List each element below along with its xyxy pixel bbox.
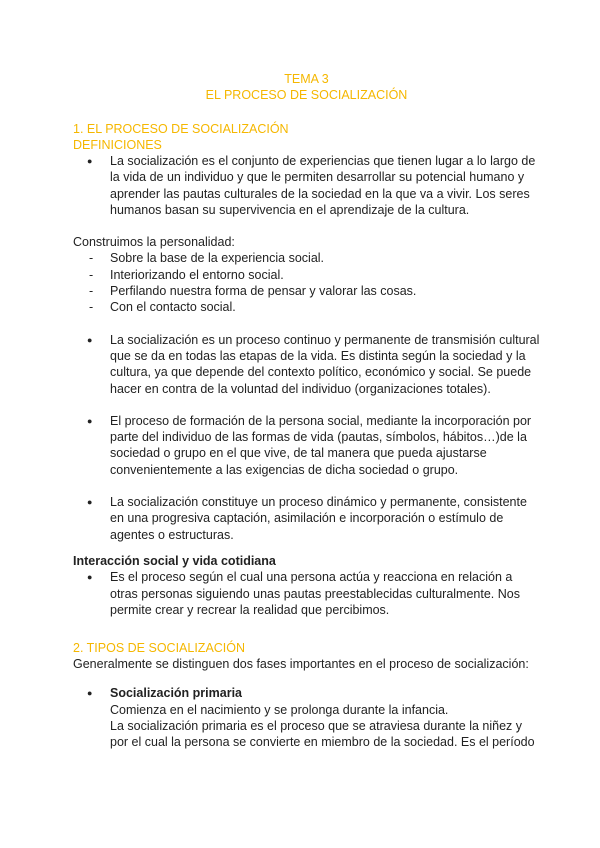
definition-bullet-3: ● El proceso de formación de la persona social, mediante la incorporación por parte del individuo de las formas de vida (pautas, símbolos, hábitos…)de la sociedad o grupo en el que vive, de tal manera que pueda ajustarse convenientemente a las exigencias de dicha sociedad o grupo.	[73, 413, 540, 478]
definitions-list-3	[73, 413, 540, 478]
section-1-heading: 1. EL PROCESO DE SOCIALIZACIÓN	[73, 122, 289, 136]
dash-item-2: - Interiorizando el entorno social.	[73, 267, 540, 283]
document-title: EL PROCESO DE SOCIALIZACIÓN	[205, 88, 408, 102]
interaction-bullet: ● Es el proceso según el cual una persona actúa y reacciona en relación a otras personas siguiendo unas pautas preestablecidas culturalmente. Nos permite crear y recrear la realidad que percibimos.	[73, 569, 540, 618]
definitions-list-4	[73, 494, 540, 543]
tema-label: TEMA 3	[284, 72, 329, 86]
personality-dash-list	[73, 250, 540, 315]
definitions-list-1	[73, 153, 540, 218]
dash-item-3: - Perfilando nuestra forma de pensar y valorar las cosas.	[73, 283, 540, 299]
interaction-list	[73, 569, 540, 618]
section-2-intro: Generalmente se distinguen dos fases importantes en el proceso de socialización:	[73, 657, 529, 672]
primary-socialization-line-1: Comienza en el nacimiento y se prolonga durante la infancia.	[110, 702, 449, 717]
personality-intro: Construimos la personalidad:	[73, 235, 235, 250]
interaction-heading: Interacción social y vida cotidiana	[73, 553, 276, 568]
socialization-types-list	[73, 685, 540, 750]
definition-bullet-4: ● La socialización constituye un proceso dinámico y permanente, consistente en una progresiva captación, asimilación e incorporación o estímulo de agentes o estructuras.	[73, 494, 540, 543]
document-title-block	[73, 71, 540, 103]
section-2-heading: 2. TIPOS DE SOCIALIZACIÓN	[73, 641, 246, 656]
dash-item-4: - Con el contacto social.	[73, 299, 540, 315]
definition-bullet-2: ● La socialización es un proceso continuo y permanente de transmisión cultural que se da en todas las etapas de la vida. Es distinta según la sociedad y la cultura, ya que depende del contexto político, económico y social. Se puede hacer en contra de la voluntad del individuo (organizaciones totales).	[73, 332, 540, 397]
definitions-list-2	[73, 332, 540, 397]
dash-item-1: - Sobre la base de la experiencia social.	[73, 250, 540, 266]
primary-socialization-title: ● Socialización primaria	[110, 686, 242, 701]
primary-socialization-item	[73, 685, 540, 750]
definition-bullet-1: ● La socialización es el conjunto de experiencias que tienen lugar a lo largo de la vida de un individuo y que le permiten desarrollar su potencial humano y aprender las pautas culturales de la sociedad en la que va a vivir. Los seres humanos basan su supervivencia en el aprendizaje de la cultura.	[73, 153, 540, 218]
primary-socialization-line-2: La socialización primaria es el proceso que se atraviesa durante la niñez y por el cual la persona se convierte en miembro de la sociedad. Es el período	[110, 719, 535, 750]
definiciones-subheading: DEFINICIONES	[73, 138, 162, 152]
